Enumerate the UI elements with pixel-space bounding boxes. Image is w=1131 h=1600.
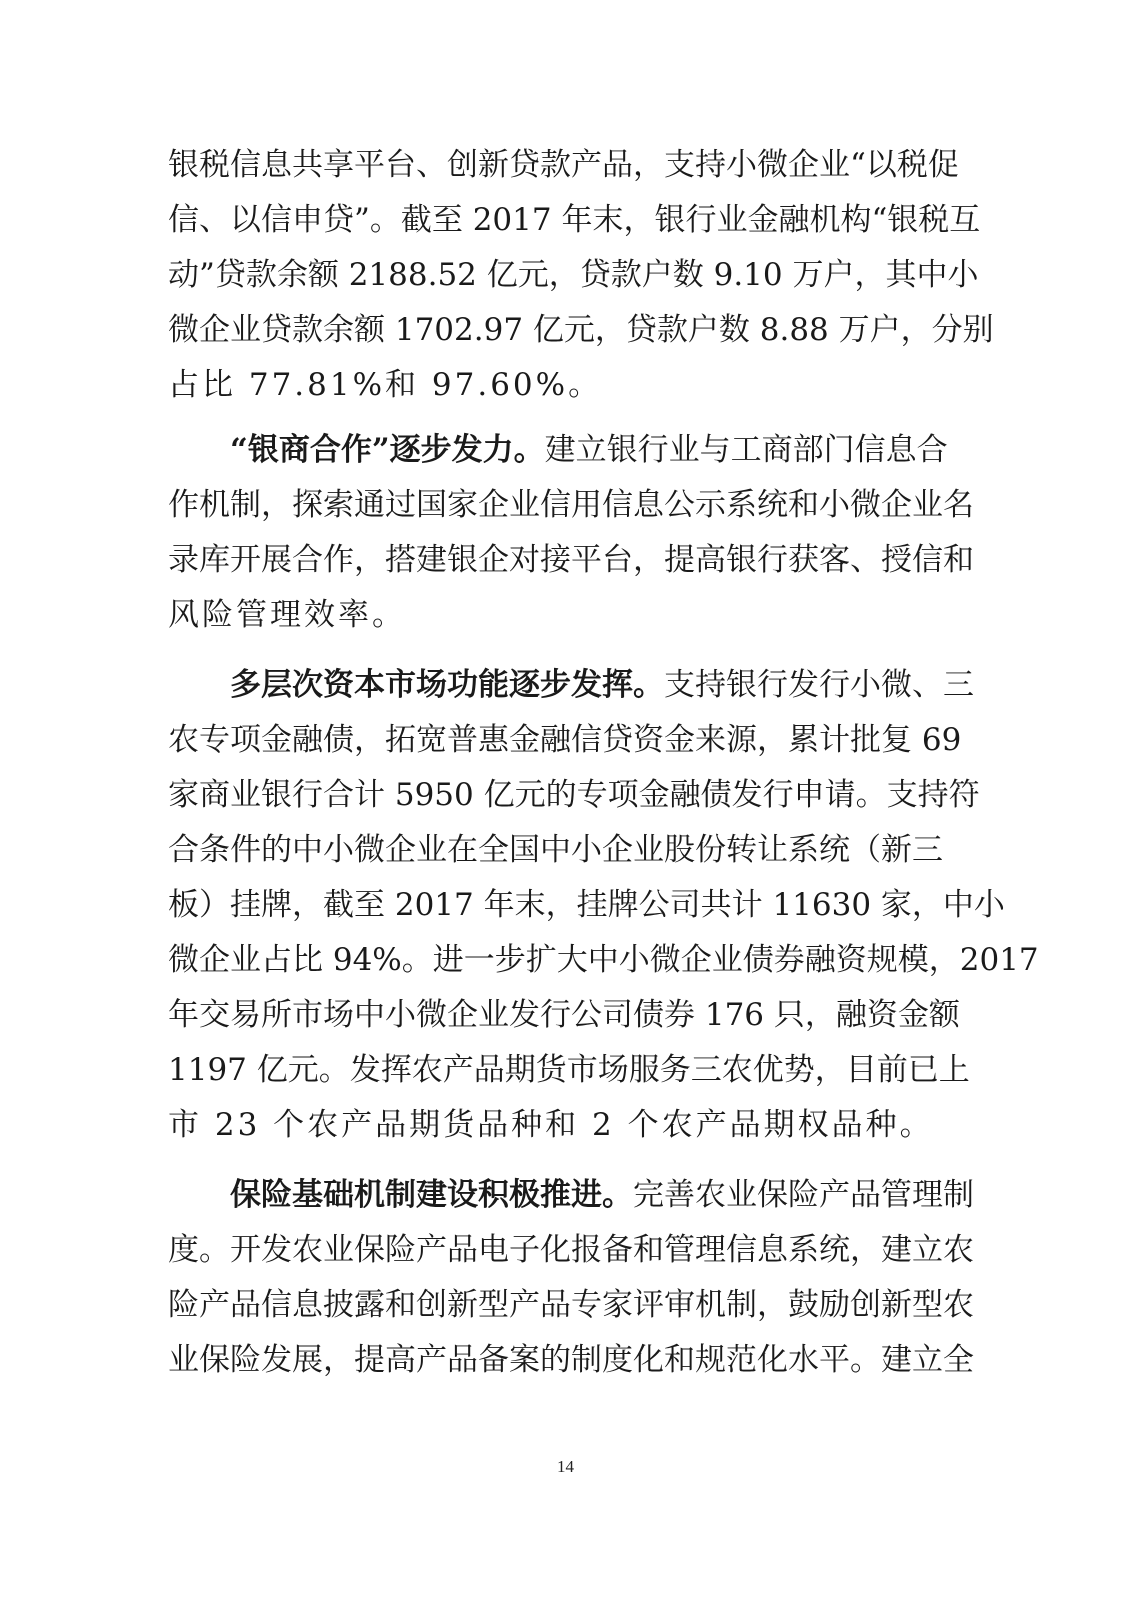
text-line: 信、以信申贷”。截至 2017 年末，银行业金融机构“银税互 — [168, 202, 981, 238]
text-line: 家商业银行合计 5950 亿元的专项金融债发行申请。支持符 — [168, 777, 980, 813]
paragraph-heading: “银商合作”逐步发力。 — [230, 432, 545, 468]
text-line: 银税信息共享平台、创新贷款产品，支持小微企业“以税促 — [168, 147, 959, 183]
text-line: 险产品信息披露和创新型产品专家评审机制，鼓励创新型农 — [168, 1287, 974, 1323]
text-line: 合条件的中小微企业在全国中小企业股份转让系统（新三 — [168, 832, 943, 868]
text-line — [230, 430, 948, 470]
text-line: 业保险发展，提高产品备案的制度化和规范化水平。建立全 — [168, 1342, 974, 1378]
text-line: 微企业贷款余额 1702.97 亿元，贷款户数 8.88 万户，分别 — [168, 312, 994, 348]
text-line: 作机制，探索通过国家企业信用信息公示系统和小微企业名 — [168, 487, 974, 523]
text-line: 年交易所市场中小微企业发行公司债券 176 只，融资金额 — [168, 997, 960, 1033]
text-line: 度。开发农业保险产品电子化报备和管理信息系统，建立农 — [168, 1232, 974, 1268]
page-number: 14 — [557, 1457, 574, 1476]
text-line: 板）挂牌，截至 2017 年末，挂牌公司共计 11630 家，中小 — [168, 887, 1005, 923]
paragraph-heading: 多层次资本市场功能逐步发挥。 — [230, 667, 664, 703]
text-line: 录库开展合作，搭建银企对接平台，提高银行获客、授信和 — [168, 542, 974, 578]
paragraph-text: 支持银行发行小微、三 — [664, 667, 974, 703]
paragraph-text: 完善农业保险产品管理制 — [633, 1177, 974, 1213]
paragraph-text: 建立银行业与工商部门信息合 — [544, 432, 948, 468]
text-line: 微企业占比 94%。进一步扩大中小微企业债券融资规模，2017 — [168, 942, 1039, 978]
text-line: 风险管理效率。 — [168, 597, 406, 633]
text-line — [230, 665, 974, 705]
text-line: 农专项金融债，拓宽普惠金融信贷资金来源，累计批复 69 — [168, 722, 962, 758]
text-line: 占比 77.81%和 97.60%。 — [168, 367, 603, 403]
paragraph-heading: 保险基础机制建设积极推进。 — [230, 1177, 633, 1213]
text-line: 1197 亿元。发挥农产品期货市场服务三农优势，目前已上 — [168, 1052, 970, 1088]
text-line — [230, 1175, 974, 1215]
text-line: 市 23 个农产品期货品种和 2 个农产品期权品种。 — [168, 1107, 934, 1143]
text-line: 动”贷款余额 2188.52 亿元，贷款户数 9.10 万户，其中小 — [168, 257, 979, 293]
